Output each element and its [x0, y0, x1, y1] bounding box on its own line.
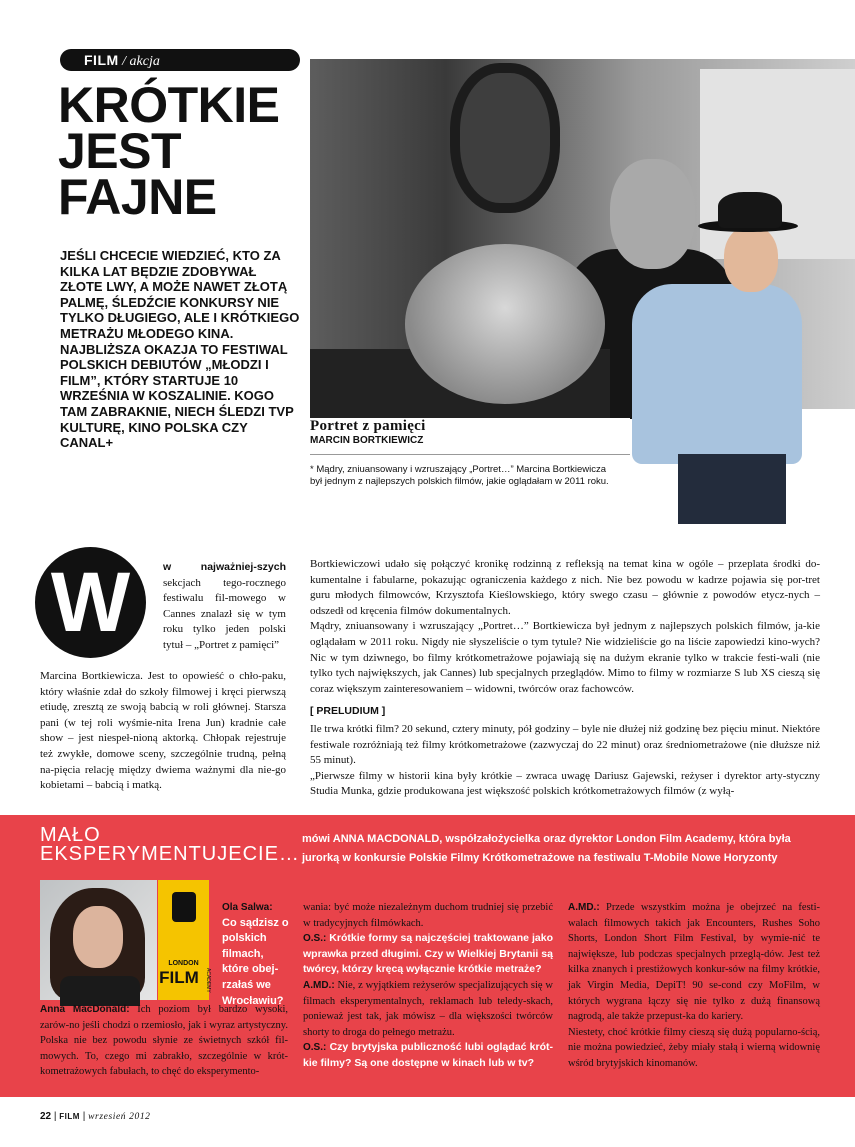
- article-column-1-top: [163, 560, 286, 654]
- article-column-1-bottom: Marcina Bortkiewicza. Jest to opowieść o chło-paku, który właśnie zdał do szkoły filmowej i kręci pierwszą etiudę, zresztą ze swoją babcią w roli głównej. Starsza pani (w tej roli wyśmie-nita Irena Jun) kradnie całe show – jest niespeł-nioną aktorką. Chłopak rejestruje też zwykłe, domowe sceny, szczególnie trudną, pełną na-pięcia relację między dwiema ważnymi dla nie-go kobietami – babcią i matką.: [40, 670, 286, 792]
- director-photo: [632, 192, 802, 524]
- title-line-3: FAJNE: [58, 169, 217, 225]
- article-title: [58, 77, 280, 225]
- issue-date: wrzesień 2012: [88, 1112, 151, 1122]
- article-column-2: [310, 557, 820, 800]
- article-lead: JEŚLI CHCECIE WIEDZIEĆ, KTO ZA KILKA LAT BĘDZIE ZDOBYWAŁ ZŁOTE LWY, A MOŻE NAWET ZŁOTĄ PALMĘ, ŚLEDŹCIE KONKURSY NIE TYLKO DŁUGIEGO, ALE I KRÓTKIEGO METRAŻU MŁODEGO KINA. NAJBLIŻSZA OKAZJA TO FESTIWAL POLSKICH DEBIUTÓW „MŁODZI I FILM”, KTÓRY STARTUJE 10 WRZEŚNIA W KOSZALINIE. KOGO TAM ZABRAKNIE, NIECH ŚLEDZI TVP KULTURĘ, KINO POLSKA CZY CANAL+: [60, 248, 300, 451]
- section-separator: /: [118, 54, 130, 69]
- footer-section: FILM: [59, 1112, 80, 1121]
- answer-text: Niestety, choć krótkie filmy cieszą się dużą popularno-ścią, nie można powiedzieć, żeby miały stałą i wierną widownię wśród brytyjskich kinomanów.: [568, 1026, 820, 1069]
- director-shirt: [632, 284, 802, 464]
- caption-author: MARCIN BORTKIEWICZ: [310, 435, 424, 446]
- paragraph: „Pierwsze filmy w historii kina były krótkie – zwraca uwagę Dariusz Gajewski, reżyser i dyrektor arty-styczny Studia Munka, gdzie produkowana jest większość polskich krótkometrażowych filmów (z wyłą-: [310, 769, 820, 798]
- speaker-label: O.S.:: [303, 933, 327, 945]
- subsection-label: akcja: [129, 54, 160, 69]
- paragraph: Ile trwa krótki film? 20 sekund, cztery minuty, pół godziny – byle nie dłużej niż godzinę bez pięciu minut. Niektóre festiwale rozróżniają też filmy krótkometrażowe (zazwyczaj do 22 minut) oraz średniometrażowe (nie dłuższe niż 55 minut).: [310, 722, 820, 767]
- interview-title-line-1: MAŁO: [40, 824, 101, 846]
- question-text: Krótkie formy są najczęściej traktowane jako wprawka przed długimi. Czy w Wielkiej Brytanii są twórcy, którzy kręcą wyłącznie krótkie metraże?: [303, 932, 553, 976]
- column-1-top-text: sekcjach tego-rocznego festiwalu fil-mowego w Cannes znalazł się w tym roku tylko jeden polski tytuł – „Portret z pamięci”: [163, 576, 286, 651]
- interview-title: [40, 826, 300, 864]
- page-number: 22: [40, 1111, 52, 1122]
- answer-text: Ich poziom był bardzo wysoki, zarów-no jeśli chodzi o rzemiosło, jak i wyraz artystyczny. Polska nie bez powodu słynie ze świetnych szkół fil-mowych. To, czego mi zabrakło, szczególnie w krót-kometrażowych fabułach, to chęć do eksperymento-: [40, 1004, 288, 1078]
- caption-divider: [310, 454, 630, 455]
- mirror-shape: [450, 63, 560, 213]
- logo-text-1: LONDON: [168, 960, 199, 967]
- london-film-academy-logo: [158, 880, 209, 1000]
- speaker-label: A.MD.:: [303, 979, 335, 991]
- speaker-label: Ola Salwa:: [222, 902, 273, 913]
- paragraph: Mądry, zniuansowany i wzruszający „Portret…” Bortkiewicza był jednym z najlepszych polskich filmów, ja-kie oglądałam w 2011 roku. Nigdy nie słyszeliście o tym tytule? Nie widzieliście go na liście zapowiedzi kino-wych? Nic w tym dziwnego, bo filmy krótkometrażowe pojawiają się na dużym ekranie tylko w trakcie festi-wali (nie tylko tych największych, jak Cannes) lub specjalnych przeglądów. Mimo to filmy w rozmiarze S lub XS cieszą się coraz większym zainteresowaniem – widowni, twórców oraz fachowców.: [310, 620, 820, 695]
- question-text: Co sądzisz o polskich filmach, które obej-rzałaś we Wrocławiu?: [222, 916, 289, 1007]
- interview-question-1: [222, 900, 292, 1009]
- section-label: FILM: [84, 52, 119, 68]
- logo-text-3: ACADEMY: [205, 968, 211, 993]
- logo-text-2: FILM: [159, 968, 199, 987]
- portrait-face: [73, 906, 123, 968]
- interview-column-2: [303, 900, 553, 1072]
- caption-text: * Mądry, zniuansowany i wzruszający „Portret…” Marcina Bortkiewicza był jednym z najlepszych polskich filmów, jakie oglądałam w 2011 roku.: [310, 464, 609, 487]
- lead-in-caps: w najważniej-szych: [163, 561, 286, 573]
- speaker-label: Anna MacDonald:: [40, 1004, 130, 1015]
- footer-separator: |: [79, 1111, 89, 1122]
- page-footer: [40, 1111, 151, 1122]
- title-line-1: KRÓTKIE: [58, 77, 280, 133]
- director-face: [724, 226, 778, 292]
- speaker-label: A.MD.:: [568, 902, 600, 913]
- director-jeans: [678, 454, 786, 524]
- answer-text: Nie, z wyjątkiem reżyserów specjalizujących się w filmach eksperymentalnych, reklamach lub teledy-skach, ponieważ jest tak, jak mówisz – dla większości twórców shorty to droga do pełnego metrażu.: [303, 979, 553, 1038]
- interviewee-portrait: [40, 880, 157, 1000]
- interview-column-1: [40, 1002, 288, 1080]
- speaker-label: O.S.:: [303, 1042, 327, 1054]
- interview-title-line-2: EKSPERYMENTUJECIE…: [40, 843, 300, 865]
- drop-cap: W: [35, 547, 146, 658]
- hat-crown: [718, 192, 782, 228]
- caption-title: Portret z pamięci: [310, 418, 426, 434]
- camera-icon: [172, 892, 196, 922]
- paragraph: Bortkiewiczowi udało się połączyć kronikę rodzinną z refleksją na temat kina w ogóle – przeplata środki do-kumentalne i fabularne, pokazując ograniczenia każdego z nich. Nie bez powodu w kadrze pojawia się por-tret guru młodych filmowców, Krzysztofa Kieślowskiego, który swego czasu – głównie z powodów etycz-nych – odszedł od kręcenia filmów dokumentalnych.: [310, 558, 820, 617]
- answer-text: Przede wszystkim można je obejrzeć na festi-walach filmowych takich jak Encounters, Rushes Soho Shorts, London Short Film Festival, by wymie-nić te największe, lub podczas specjalnych przeglą-dów. Jest też kilka znanych i prestiżowych konkur-sów na filmy krótkie, jak Virgin Media, DepiT! 90 se-cond czy MoFilm, w których wygrana łączy się nie tylko z dużą finansową nagrodą, ale także przepust-ka do kariery.: [568, 902, 820, 1023]
- section-tag: [60, 49, 300, 71]
- title-line-2: JEST: [58, 123, 182, 179]
- subheading: [ PRELUDIUM ]: [310, 705, 386, 718]
- woman-head: [405, 244, 605, 404]
- interview-column-3: [568, 900, 820, 1072]
- answer-text: wania: być może niezależnym duchom trudniej się przebić w tradycyjnych filmówkach.: [303, 902, 553, 929]
- question-text: Czy brytyjska publiczność lubi oglądać krót-kie filmy? Są one dostępne w kinach lub w tv?: [303, 1041, 553, 1069]
- photo-caption: [310, 418, 630, 530]
- footer-separator: |: [51, 1111, 60, 1122]
- interview-intro: mówi ANNA MACDONALD, współzałożycielka oraz dyrektor London Film Academy, która była jurorką w konkursie Polskie Filmy Krótkometrażowe na festiwalu T-Mobile Nowe Horyzonty: [302, 833, 791, 864]
